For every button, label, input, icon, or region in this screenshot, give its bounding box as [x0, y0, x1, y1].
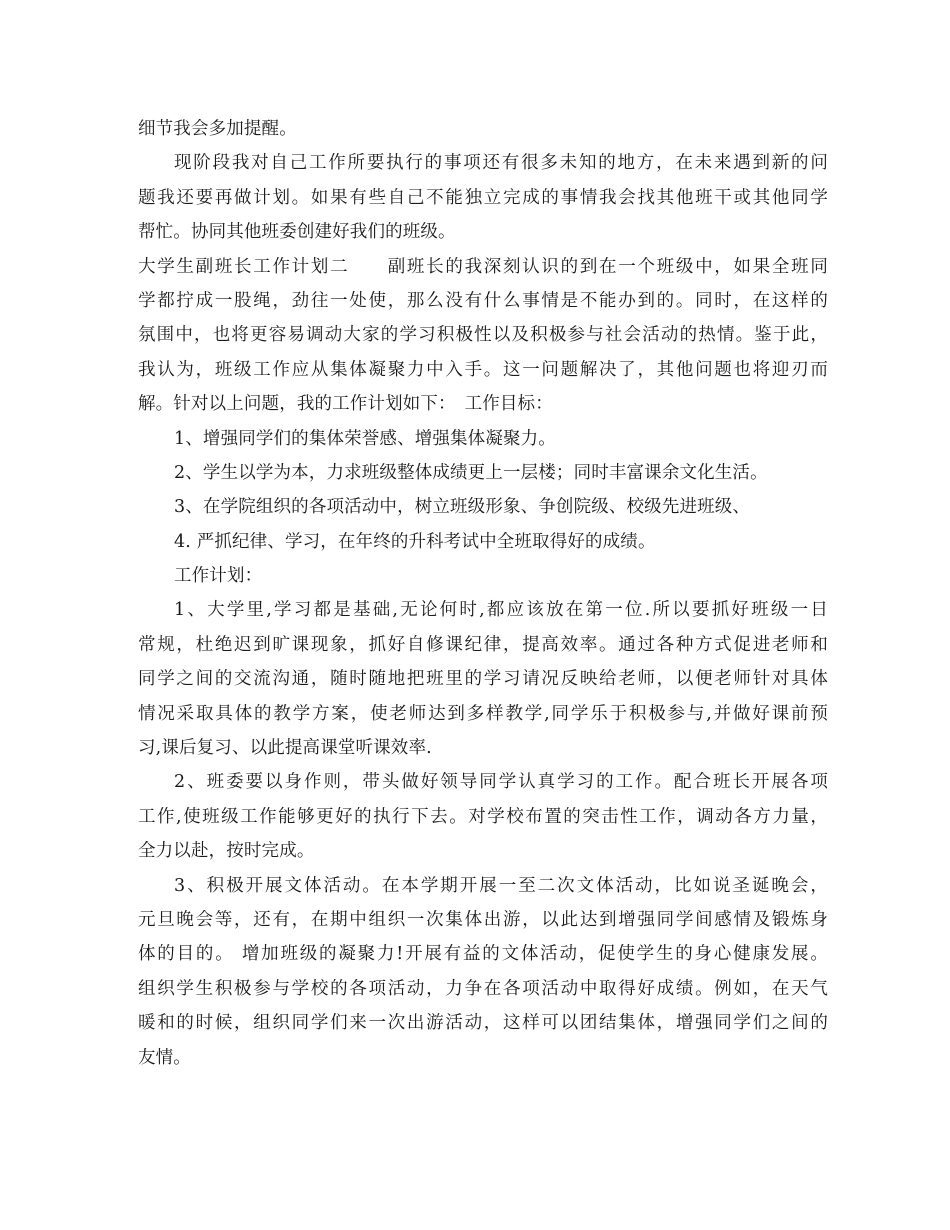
- document-body: [138, 112, 828, 1075]
- text-line: 组织学生积极参与学校的各项活动，力争在各项活动中取得好成绩。例如，在天气: [138, 978, 828, 999]
- text-line: 元旦晚会等，还有，在期中组织一次集体出游，以此达到增强同学间感情及锻炼身: [138, 909, 828, 930]
- text-line: 情况采取具体的教学方案，使老师达到多样教学,同学乐于积极参与,并做好课前预: [138, 703, 828, 724]
- text-line: 我认为，班级工作应从集体凝聚力中入手。这一问题解决了，其他问题也将迎刃而: [138, 359, 828, 380]
- text-line: 细节我会多加提醒。: [138, 119, 297, 139]
- goal-item: 4. 严抓纪律、学习，在年终的升科考试中全班取得好的成绩。: [174, 531, 656, 552]
- goal-item: 1、增强同学们的集体荣誉感、增强集体凝聚力。: [174, 428, 556, 449]
- text-line: 习,课后复习、以此提高课堂听课效率.: [138, 738, 432, 759]
- section-heading-line: 大学生副班长工作计划二 副班长的我深刻认识的到在一个班级中，如果全班同: [138, 256, 828, 277]
- paragraph-line: 1、大学里,学习都是基础,无论何时,都应该放在第一位.所以要抓好班级一日: [174, 600, 828, 621]
- text-line: 体的目的。 增加班级的凝聚力!开展有益的文体活动，促使学生的身心健康发展。: [138, 944, 828, 965]
- goal-item: 2、学生以学为本，力求班级整体成绩更上一层楼；同时丰富课余文化生活。: [174, 462, 768, 483]
- paragraph-line: 现阶段我对自己工作所要执行的事项还有很多未知的地方，在未来遇到新的问: [174, 153, 828, 174]
- text-line: 工作,使班级工作能够更好的执行下去。对学校布置的突击性工作，调动各方力量，: [138, 806, 828, 827]
- plan-heading: 工作计划：: [174, 566, 263, 587]
- text-line: 友情。: [138, 1047, 191, 1068]
- text-line: 题我还要再做计划。如果有些自己不能独立完成的事情我会找其他班干或其他同学: [138, 187, 828, 208]
- text-line: 常规，杜绝迟到旷课现象，抓好自修课纪律，提高效率。通过各种方式促进老师和: [138, 634, 828, 655]
- paragraph-line: 3、积极开展文体活动。在本学期开展一至二次文体活动，比如说圣诞晚会，: [174, 875, 828, 896]
- text-line: 同学之间的交流沟通，随时随地把班里的学习请况反映给老师，以便老师针对具体: [138, 669, 828, 690]
- goal-item: 3、在学院组织的各项活动中，树立班级形象、争创院级、校级先进班级、: [174, 497, 751, 518]
- paragraph-line: 2、班委要以身作则，带头做好领导同学认真学习的工作。配合班长开展各项: [174, 772, 828, 793]
- text-line: 解。针对以上问题，我的工作计划如下： 工作目标：: [138, 394, 553, 415]
- text-line: 学都拧成一股绳，劲往一处使，那么没有什么事情是不能办到的。同时，在这样的: [138, 290, 828, 311]
- text-line: 帮忙。协同其他班委创建好我们的班级。: [138, 222, 456, 243]
- text-line: 全力以赴，按时完成。: [138, 841, 315, 862]
- text-line: 暖和的时候，组织同学们来一次出游活动，这样可以团结集体，增强同学们之间的: [138, 1013, 828, 1034]
- text-line: 氛围中，也将更容易调动大家的学习积极性以及积极参与社会活动的热情。鉴于此，: [138, 325, 828, 346]
